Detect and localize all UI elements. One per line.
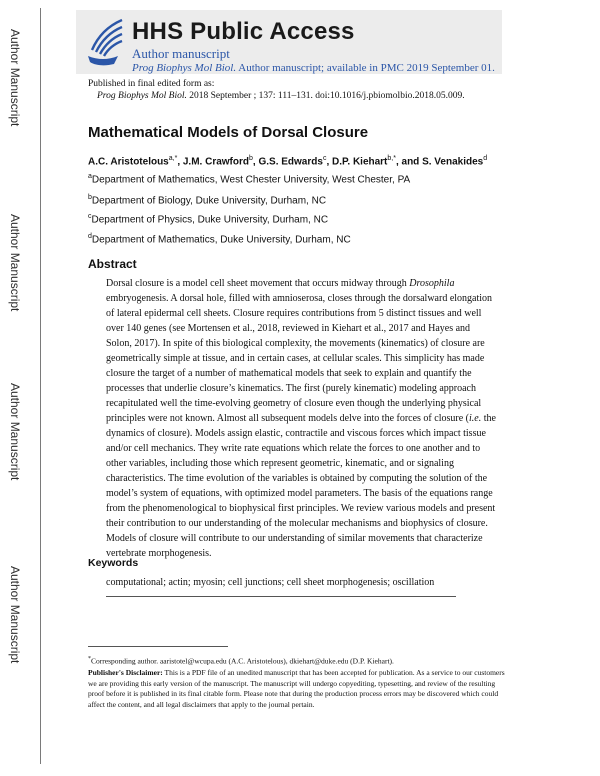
abstract-text-part: the dynamics of closure). Models assign elastic, contractile and viscous forces which impact tissue and/or cell mechanics. They write rate equations which relate the forces to one another and to other variables, including those which represent geometric, kinematic, and or signaling characteristics. The time evolution of the variables is obtained by computing the solution of the model’s system of equations, with optimized model parameters. The basis of the equations range from the phenomenological to biophysical first principles. We review various models and present their contribution to our understanding of the molecular mechanisms and biophysics of closure. Models of closure will contribute to our understanding of similar movements that characterize vertebrate morphogenesis. xyxy=(106,413,496,559)
margin-label-author-manuscript: Author Manuscript xyxy=(8,566,22,664)
hhs-eagle-logo-icon xyxy=(84,16,128,68)
affiliation-text: Department of Mathematics, Duke University, Durham, NC xyxy=(91,234,351,246)
published-label: Published in final edited form as: xyxy=(88,79,215,89)
author-affil-marker: b,* xyxy=(387,155,396,162)
author-affil-marker: d xyxy=(483,155,488,162)
disclaimer-label: Publisher's Disclaimer: xyxy=(88,668,163,677)
abstract-italic-term: Drosophila xyxy=(409,278,455,289)
publisher-disclaimer xyxy=(88,668,508,710)
keywords-list: computational; actin; myosin; cell junctions; cell sheet morphogenesis; oscillation xyxy=(106,577,435,588)
banner-citation xyxy=(132,62,495,74)
banner-title: HHS Public Access xyxy=(132,18,355,45)
affiliation-marker: a xyxy=(88,173,92,180)
affiliation-text: Department of Mathematics, West Chester University, West Chester, PA xyxy=(91,174,411,186)
affiliation-marker: c xyxy=(88,213,92,220)
abstract-text-part: Dorsal closure is a model cell sheet movement that occurs midway through xyxy=(106,278,410,289)
author-name: S. Venakides xyxy=(422,156,484,168)
author-affil-marker: c xyxy=(322,155,327,162)
affiliation-marker: b xyxy=(88,194,92,201)
abstract-text-part: embryogenesis. A dorsal hole, filled with amnioserosa, closes through the dorsalward elongation of lateral epidermal cell sheets. Closure requires contributions from 5 distinct tissues and well over 140 genes (see Mortensen et al., 2018, reviewed in Kiehart et al., 2017 and Hayes and Solon, 2017). In spite of this biological complexity, the movements (kinematics) of closure are geometrically simple at tissue, and in certain cases, at cellular scales. This simplicity has made closure the target of a number of mathematical models that seek to explain and quantify the processes that underlie closure’s kinematics. The first (purely kinematic) modeling approach recapitulated well the time-evolving geometry of closure even though the underlying physical principles were not known. Almost all subsequent models delve into the forces of closure ( xyxy=(106,293,493,424)
author-name: D.P. Kiehart xyxy=(332,156,388,168)
margin-label-author-manuscript: Author Manuscript xyxy=(8,383,22,481)
abstract-body xyxy=(106,276,496,561)
keywords-heading: Keywords xyxy=(88,557,139,569)
disclaimer-text: This is a PDF file of an unedited manuscript that has been accepted for publication. As a service to our customers we are providing this early version of the manuscript. The manuscript will undergo copyediting, typesetting, and review of the resulting proof before it is published in its final citable form. Please note that during the production process errors may be discovered which could affect the content, and all legal disclaimers that apply to the journal pertain. xyxy=(88,668,505,709)
published-citation-text: 2018 September ; 137: 111–131. doi:10.1016/j.pbiomolbio.2018.05.009. xyxy=(189,91,465,101)
author-affil-marker: b xyxy=(249,155,253,162)
corresponding-author-footnote xyxy=(88,656,394,666)
affiliation xyxy=(88,213,328,225)
affiliation-text: Department of Physics, Duke University, Durham, NC xyxy=(91,214,329,226)
author-list: A.C. Aristotelous$^{a,*}$, J.M. Crawford$^b$, G.S. Edwards$^c$, D.P. Kiehart$^{b,*}$, and S. Venakides$^d$ xyxy=(88,155,488,168)
abstract-italic-term: i.e. xyxy=(468,413,482,424)
affiliation-marker: d xyxy=(88,233,92,240)
article-title: Mathematical Models of Dorsal Closure xyxy=(88,124,369,141)
author-name: A.C. Aristotelous xyxy=(88,156,169,168)
margin-label-author-manuscript: Author Manuscript xyxy=(8,29,22,127)
margin-divider xyxy=(40,8,41,764)
footnote-marker: * xyxy=(88,656,91,662)
hhs-public-access-banner xyxy=(76,10,502,74)
footnote-divider xyxy=(88,646,228,647)
keywords-divider xyxy=(106,596,456,597)
banner-journal: Prog Biophys Mol Biol. xyxy=(132,62,237,74)
author-name: J.M. Crawford xyxy=(182,156,249,168)
affiliation-text: Department of Biology, Duke University, Durham, NC xyxy=(91,195,327,207)
affiliation xyxy=(88,194,326,206)
affiliation xyxy=(88,233,351,245)
margin-label-author-manuscript: Author Manuscript xyxy=(8,214,22,312)
corresponding-author-text: Corresponding author. aaristotel@wcupa.edu (A.C. Aristotelous), dkiehart@duke.edu (D.P. Kiehart). xyxy=(91,656,394,666)
author-affil-marker: a,* xyxy=(168,155,178,162)
published-journal: Prog Biophys Mol Biol. xyxy=(97,91,187,101)
affiliation xyxy=(88,173,410,185)
banner-availability: Author manuscript; available in PMC 2019 September 01. xyxy=(238,62,495,74)
published-citation xyxy=(97,91,465,101)
abstract-heading: Abstract xyxy=(88,257,137,271)
author-name: G.S. Edwards xyxy=(258,156,323,168)
banner-subtitle: Author manuscript xyxy=(132,46,230,61)
